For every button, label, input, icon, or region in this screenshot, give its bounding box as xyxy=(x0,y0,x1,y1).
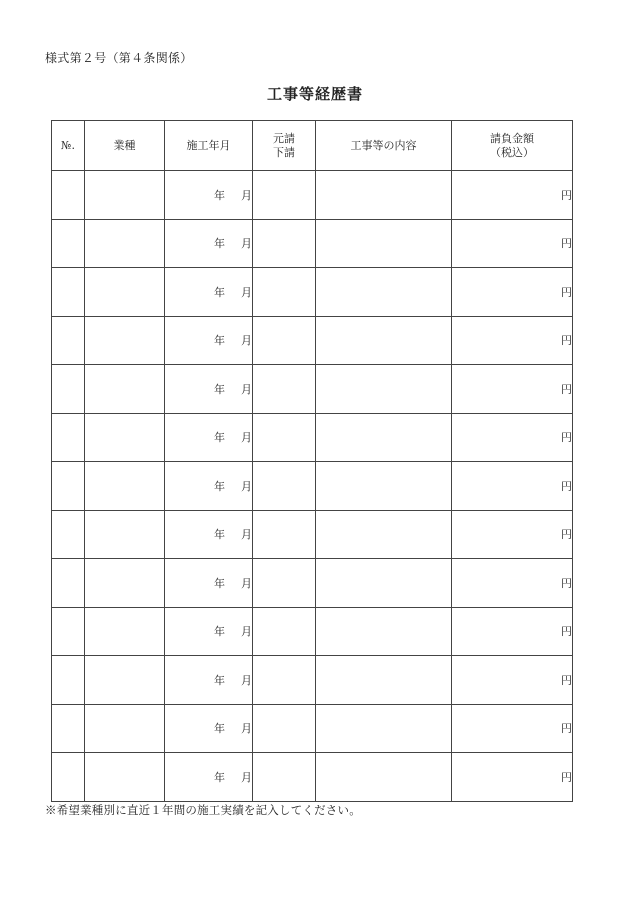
work-content-cell[interactable] xyxy=(316,413,452,462)
currency-unit-label: 円 xyxy=(561,237,572,251)
document-title: 工事等経歴書 xyxy=(266,85,363,103)
construction-period-cell[interactable] xyxy=(165,171,253,220)
table-row xyxy=(52,413,573,462)
month-unit-label: 月 xyxy=(241,576,252,590)
business-type-cell[interactable] xyxy=(85,219,165,268)
footnote: ※希望業種別に直近１年間の施工実績を記入してください。 xyxy=(45,803,361,817)
currency-unit-label: 円 xyxy=(561,382,572,396)
header-business-type: 業種 xyxy=(85,121,165,171)
month-unit-label: 月 xyxy=(241,528,252,542)
table-row xyxy=(52,171,573,220)
contract-type-cell[interactable] xyxy=(253,607,316,656)
table-row xyxy=(52,462,573,511)
business-type-cell[interactable] xyxy=(85,753,165,802)
contract-amount-cell[interactable] xyxy=(452,413,573,462)
table-row xyxy=(52,268,573,317)
month-unit-label: 月 xyxy=(241,431,252,445)
year-unit-label: 年 xyxy=(214,576,225,590)
contract-type-cell[interactable] xyxy=(253,171,316,220)
contract-type-cell[interactable] xyxy=(253,656,316,705)
table-body xyxy=(52,171,573,802)
no-cell[interactable] xyxy=(52,510,85,559)
year-unit-label: 年 xyxy=(214,431,225,445)
year-unit-label: 年 xyxy=(214,528,225,542)
business-type-cell[interactable] xyxy=(85,316,165,365)
business-type-cell[interactable] xyxy=(85,171,165,220)
business-type-cell[interactable] xyxy=(85,413,165,462)
work-content-cell[interactable] xyxy=(316,365,452,414)
work-content-cell[interactable] xyxy=(316,462,452,511)
contract-type-cell[interactable] xyxy=(253,413,316,462)
table-row xyxy=(52,365,573,414)
contract-amount-cell[interactable] xyxy=(452,559,573,608)
business-type-cell[interactable] xyxy=(85,268,165,317)
table-row xyxy=(52,510,573,559)
business-type-cell[interactable] xyxy=(85,510,165,559)
construction-period-cell[interactable] xyxy=(165,510,253,559)
year-unit-label: 年 xyxy=(214,188,225,202)
contract-type-cell[interactable] xyxy=(253,365,316,414)
year-unit-label: 年 xyxy=(214,382,225,396)
contract-type-cell[interactable] xyxy=(253,268,316,317)
contract-amount-cell[interactable] xyxy=(452,656,573,705)
work-content-cell[interactable] xyxy=(316,219,452,268)
header-contract-prime: 元請 xyxy=(273,131,295,145)
header-amount-tax-note: （税込） xyxy=(490,145,534,159)
year-unit-label: 年 xyxy=(214,770,225,784)
work-content-cell[interactable] xyxy=(316,656,452,705)
form-number: 様式第２号（第４条関係） xyxy=(45,51,193,65)
no-cell[interactable] xyxy=(52,559,85,608)
business-type-cell[interactable] xyxy=(85,704,165,753)
month-unit-label: 月 xyxy=(241,625,252,639)
business-type-cell[interactable] xyxy=(85,607,165,656)
table-row xyxy=(52,316,573,365)
business-type-cell[interactable] xyxy=(85,656,165,705)
business-type-cell[interactable] xyxy=(85,365,165,414)
contract-type-cell[interactable] xyxy=(253,704,316,753)
currency-unit-label: 円 xyxy=(561,528,572,542)
construction-period-cell[interactable] xyxy=(165,413,253,462)
construction-period-cell[interactable] xyxy=(165,219,253,268)
work-content-cell[interactable] xyxy=(316,510,452,559)
business-type-cell[interactable] xyxy=(85,462,165,511)
contract-type-cell[interactable] xyxy=(253,462,316,511)
header-contract-type xyxy=(253,121,316,171)
construction-period-cell[interactable] xyxy=(165,656,253,705)
business-type-cell[interactable] xyxy=(85,559,165,608)
no-cell[interactable] xyxy=(52,413,85,462)
month-unit-label: 月 xyxy=(241,285,252,299)
header-row xyxy=(52,121,573,171)
contract-amount-cell[interactable] xyxy=(452,753,573,802)
construction-period-cell[interactable] xyxy=(165,607,253,656)
contract-amount-cell[interactable] xyxy=(452,704,573,753)
currency-unit-label: 円 xyxy=(561,479,572,493)
work-content-cell[interactable] xyxy=(316,316,452,365)
month-unit-label: 月 xyxy=(241,237,252,251)
no-cell[interactable] xyxy=(52,753,85,802)
construction-period-cell[interactable] xyxy=(165,462,253,511)
currency-unit-label: 円 xyxy=(561,673,572,687)
month-unit-label: 月 xyxy=(241,673,252,687)
currency-unit-label: 円 xyxy=(561,188,572,202)
header-work-content: 工事等の内容 xyxy=(316,121,452,171)
no-cell[interactable] xyxy=(52,365,85,414)
no-cell[interactable] xyxy=(52,219,85,268)
contract-type-cell[interactable] xyxy=(253,559,316,608)
contract-amount-cell[interactable] xyxy=(452,510,573,559)
work-content-cell[interactable] xyxy=(316,753,452,802)
month-unit-label: 月 xyxy=(241,479,252,493)
no-cell[interactable] xyxy=(52,316,85,365)
header-construction-period: 施工年月 xyxy=(165,121,253,171)
currency-unit-label: 円 xyxy=(561,576,572,590)
construction-period-cell[interactable] xyxy=(165,559,253,608)
construction-period-cell[interactable] xyxy=(165,365,253,414)
no-cell[interactable] xyxy=(52,462,85,511)
table-row xyxy=(52,656,573,705)
header-contract-amount xyxy=(452,121,573,171)
construction-history-table xyxy=(51,120,573,802)
contract-amount-cell[interactable] xyxy=(452,171,573,220)
year-unit-label: 年 xyxy=(214,673,225,687)
contract-amount-cell[interactable] xyxy=(452,607,573,656)
no-cell[interactable] xyxy=(52,171,85,220)
work-content-cell[interactable] xyxy=(316,607,452,656)
contract-amount-cell[interactable] xyxy=(452,219,573,268)
contract-type-cell[interactable] xyxy=(253,219,316,268)
month-unit-label: 月 xyxy=(241,770,252,784)
table-row xyxy=(52,607,573,656)
contract-amount-cell[interactable] xyxy=(452,268,573,317)
header-contract-sub: 下請 xyxy=(273,145,295,159)
year-unit-label: 年 xyxy=(214,334,225,348)
work-content-cell[interactable] xyxy=(316,171,452,220)
no-cell[interactable] xyxy=(52,607,85,656)
month-unit-label: 月 xyxy=(241,334,252,348)
currency-unit-label: 円 xyxy=(561,431,572,445)
construction-period-cell[interactable] xyxy=(165,316,253,365)
currency-unit-label: 円 xyxy=(561,285,572,299)
table-header xyxy=(52,121,573,171)
year-unit-label: 年 xyxy=(214,625,225,639)
contract-amount-cell[interactable] xyxy=(452,462,573,511)
header-amount-label: 請負金額 xyxy=(490,131,534,145)
contract-type-cell[interactable] xyxy=(253,510,316,559)
construction-period-cell[interactable] xyxy=(165,704,253,753)
work-content-cell[interactable] xyxy=(316,268,452,317)
year-unit-label: 年 xyxy=(214,479,225,493)
no-cell[interactable] xyxy=(52,268,85,317)
table-row xyxy=(52,753,573,802)
construction-period-cell[interactable] xyxy=(165,268,253,317)
no-cell[interactable] xyxy=(52,704,85,753)
table-row xyxy=(52,704,573,753)
currency-unit-label: 円 xyxy=(561,334,572,348)
currency-unit-label: 円 xyxy=(561,770,572,784)
header-no: №. xyxy=(52,121,85,171)
year-unit-label: 年 xyxy=(214,237,225,251)
contract-type-cell[interactable] xyxy=(253,316,316,365)
month-unit-label: 月 xyxy=(241,188,252,202)
table-row xyxy=(52,219,573,268)
no-cell[interactable] xyxy=(52,656,85,705)
table-row xyxy=(52,559,573,608)
year-unit-label: 年 xyxy=(214,722,225,736)
construction-period-cell[interactable] xyxy=(165,753,253,802)
work-content-cell[interactable] xyxy=(316,559,452,608)
currency-unit-label: 円 xyxy=(561,625,572,639)
year-unit-label: 年 xyxy=(214,285,225,299)
contract-amount-cell[interactable] xyxy=(452,365,573,414)
month-unit-label: 月 xyxy=(241,382,252,396)
contract-amount-cell[interactable] xyxy=(452,316,573,365)
contract-type-cell[interactable] xyxy=(253,753,316,802)
month-unit-label: 月 xyxy=(241,722,252,736)
work-content-cell[interactable] xyxy=(316,704,452,753)
currency-unit-label: 円 xyxy=(561,722,572,736)
